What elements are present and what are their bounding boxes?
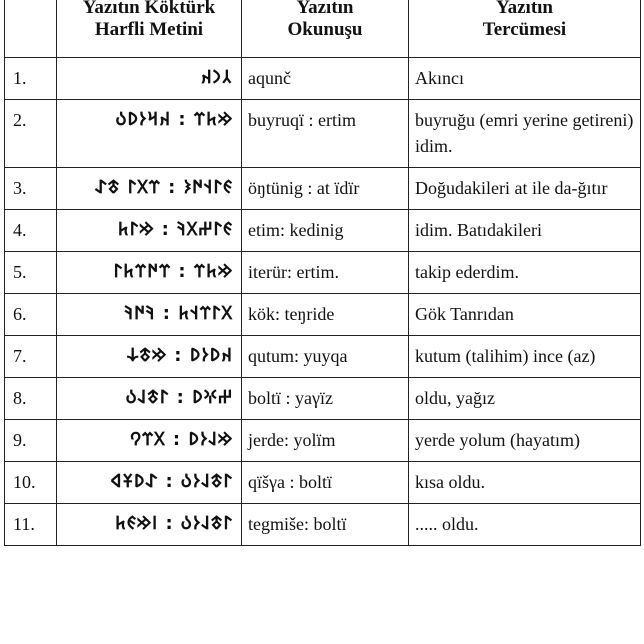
reading-text: qïšγa : boltï bbox=[242, 462, 409, 504]
translation-text: buyruğu (emri yerine getireni) idim. bbox=[409, 100, 641, 168]
gokturk-text: 𐰲𐰣𐰴 bbox=[57, 58, 242, 100]
row-number: 1. bbox=[5, 58, 57, 100]
table-row bbox=[5, 252, 641, 294]
reading-text: buyruqï : ertim bbox=[242, 100, 409, 168]
row-number: 7. bbox=[5, 336, 57, 378]
header-translation-line2: Tercümesi bbox=[482, 19, 567, 40]
header-translation bbox=[409, 0, 641, 58]
table-row bbox=[5, 420, 641, 462]
table-row bbox=[5, 504, 641, 546]
reading-text: jerde: yolïm bbox=[242, 420, 409, 462]
gokturk-text: 𐰃𐱃𐰞𐰆𐰉 : 𐰀𐰖𐱁𐰶 bbox=[57, 462, 242, 504]
header-row bbox=[5, 0, 641, 58]
gokturk-text: 𐰃𐱃𐰞𐰆𐰉 : 𐰾𐰢𐰏𐱅 bbox=[57, 504, 242, 546]
translation-text: yerde yolum (hayatım) bbox=[409, 420, 641, 462]
translation-text: Akıncı bbox=[409, 58, 641, 100]
table-row bbox=[5, 168, 641, 210]
row-number: 3. bbox=[5, 168, 57, 210]
gokturk-text: 𐰢𐱅𐰼 : 𐰴𐰺𐰆𐰖𐰉 bbox=[57, 100, 242, 168]
header-gokturk-text bbox=[57, 0, 242, 58]
translation-text: kısa oldu. bbox=[409, 462, 641, 504]
row-number: 9. bbox=[5, 420, 57, 462]
reading-text: öŋtünig : at ïdïr bbox=[242, 168, 409, 210]
table-row bbox=[5, 58, 641, 100]
reading-text: qutum: yuyqa bbox=[242, 336, 409, 378]
row-number: 10. bbox=[5, 462, 57, 504]
gokturk-text: 𐰴𐰖𐰆𐰖 : 𐰢𐱃𐰸 bbox=[57, 336, 242, 378]
header-reading-line2: Okunuşu bbox=[287, 19, 363, 40]
table-row bbox=[5, 378, 641, 420]
reading-text: aqunč bbox=[242, 58, 409, 100]
gokturk-text: 𐰢𐱅𐰼 : 𐰼𐰇𐰼𐱅𐰃 bbox=[57, 252, 242, 294]
row-number: 4. bbox=[5, 210, 57, 252]
header-reading-line1: Yazıtın bbox=[296, 0, 354, 18]
translation-text: Gök Tanrıdan bbox=[409, 294, 641, 336]
inscription-table bbox=[4, 0, 641, 546]
translation-text: ..... oldu. bbox=[409, 504, 641, 546]
header-gokturk-line2: Harfli Metini bbox=[94, 19, 204, 40]
row-number: 8. bbox=[5, 378, 57, 420]
translation-text: kutum (talihim) ince (az) bbox=[409, 336, 641, 378]
header-translation-line1: Yazıtın bbox=[496, 0, 553, 18]
row-number: 6. bbox=[5, 294, 57, 336]
reading-text: kök: teŋride bbox=[242, 294, 409, 336]
reading-text: iterür: ertim. bbox=[242, 252, 409, 294]
row-number: 11. bbox=[5, 504, 57, 546]
header-reading bbox=[242, 0, 409, 58]
header-gokturk-line1: Yazıtın Köktürk bbox=[82, 0, 216, 18]
table-row bbox=[5, 336, 641, 378]
table-row bbox=[5, 210, 641, 252]
table-row bbox=[5, 294, 641, 336]
table-row bbox=[5, 100, 641, 168]
header-number bbox=[5, 0, 57, 58]
translation-text: idim. Batıdakileri bbox=[409, 210, 641, 252]
gokturk-text: 𐰓𐰃𐰼𐰭𐱅 : 𐰚𐰇𐰚 bbox=[57, 294, 242, 336]
row-number: 2. bbox=[5, 100, 57, 168]
gokturk-text: 𐰏𐰃𐰔𐰓𐰚 : 𐰢𐰃𐱅 bbox=[57, 210, 242, 252]
row-number: 5. bbox=[5, 252, 57, 294]
gokturk-text: 𐰔𐰍𐰖 : 𐰃𐱃𐰞𐰉 bbox=[57, 378, 242, 420]
translation-text: takip ederdim. bbox=[409, 252, 641, 294]
gokturk-text: 𐰏𐰃𐰭𐰇𐰨 : 𐰼𐰓𐰃 𐱃𐰀 bbox=[57, 168, 242, 210]
reading-text: boltï : yaγïz bbox=[242, 378, 409, 420]
translation-text: Doğudakileri at ile da-ğıtır bbox=[409, 168, 641, 210]
table-row bbox=[5, 462, 641, 504]
reading-text: etim: kedinig bbox=[242, 210, 409, 252]
translation-text: oldu, yağız bbox=[409, 378, 641, 420]
gokturk-text: 𐰢𐰞𐰆𐰖 : 𐰓𐰼𐰘 bbox=[57, 420, 242, 462]
reading-text: tegmiše: boltï bbox=[242, 504, 409, 546]
